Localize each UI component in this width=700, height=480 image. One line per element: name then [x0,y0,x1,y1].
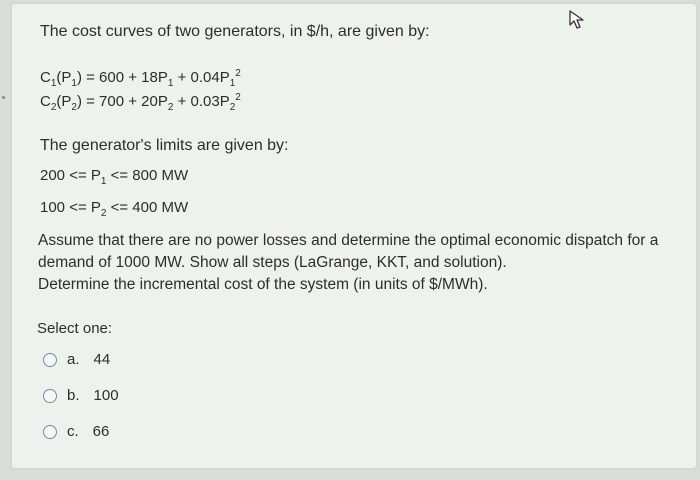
limit-generator-1: $200 <= P_1 <= 800$ MW [40,167,189,187]
mouse-pointer-icon [568,9,588,31]
option-value: 66 [92,423,110,440]
option-letter: a. [67,351,80,368]
margin-dot [2,96,5,99]
answer-option-c[interactable] [43,423,109,440]
select-one-label: Select one: [37,320,113,337]
question-card [12,4,696,468]
question-intro: The cost curves of two generators, in $/h, are given by: [40,23,430,40]
option-letter: b. [67,387,80,404]
option-letter: c. [67,423,79,440]
answer-option-a[interactable] [43,351,110,368]
option-value: 44 [93,351,111,368]
radio-button[interactable] [43,389,57,403]
question-paragraph-1: Assume that there are no power losses and determine the optimal economic dispatch for a demand of 1000 MW. Show all steps (LaGrange, KKT, and solution). [38,232,659,271]
radio-button[interactable] [43,353,57,367]
limits-title: The generator's limits are given by: [40,137,289,154]
cost-equation-1: $C_1(P_1) = 600 + 18P_1 + 0.04P_1^2$ [40,68,241,89]
answer-option-b[interactable] [43,387,119,404]
limit-generator-2: $100 <= P_2 <= 400$ MW [40,199,189,219]
question-paragraph-2: Determine the incremental cost of the system (in units of $/MWh). [38,276,488,293]
radio-button[interactable] [43,425,57,439]
option-value: 100 [93,387,119,404]
question-body [38,230,678,296]
cost-equation-2: $C_2(P_2) = 700 + 20P_2 + 0.03P_2^2$ [40,92,241,113]
